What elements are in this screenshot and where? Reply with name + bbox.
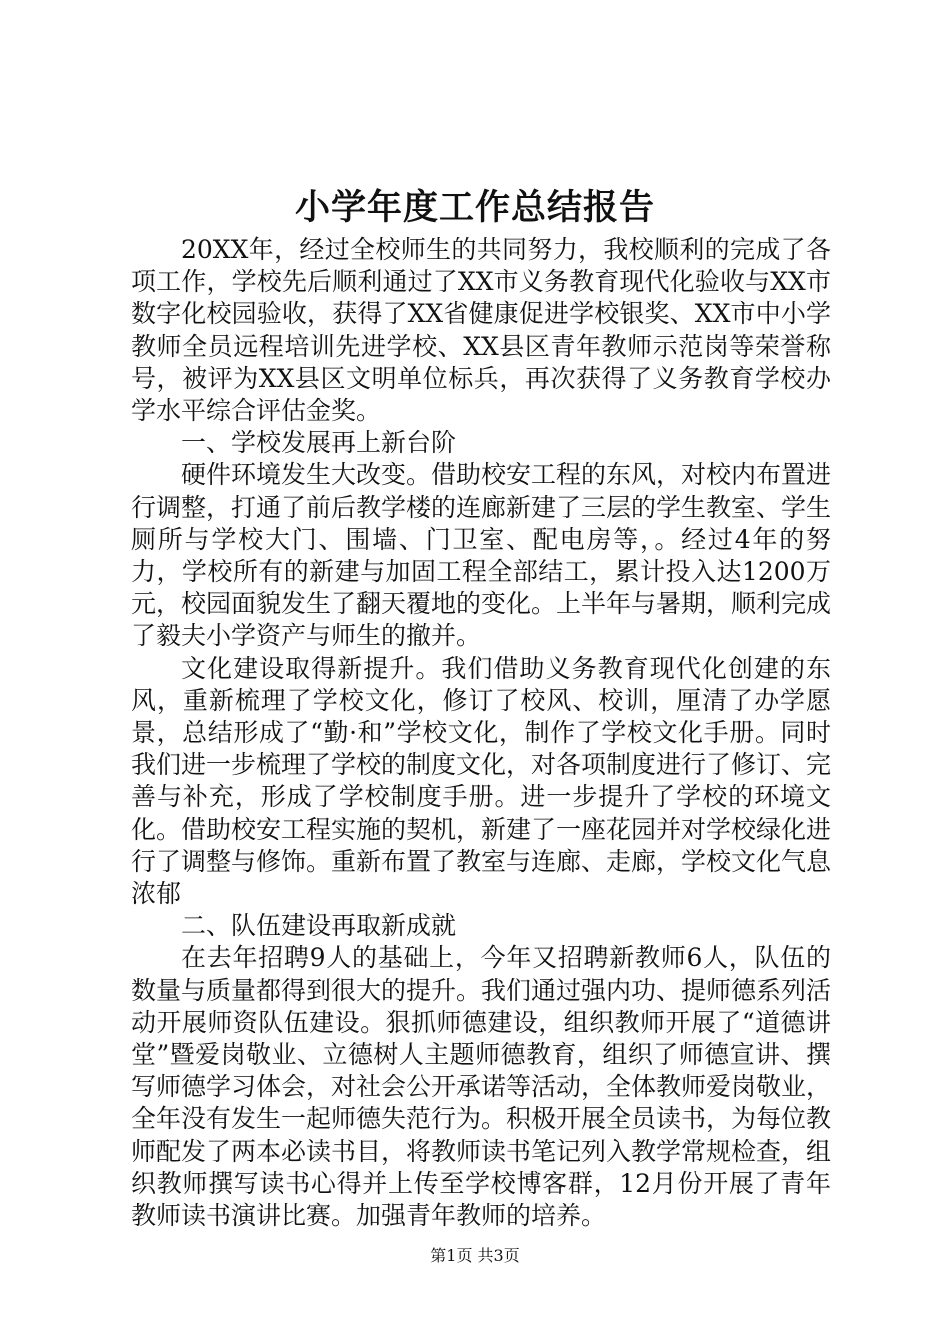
document-body (131, 234, 831, 1232)
paragraph-team: 在去年招聘9人的基础上，今年又招聘新教师6人，队伍的数量与质量都得到很大的提升。我们通过强内功、提师德系列活动开展师资队伍建设。狠抓师德建设，组织教师开展了“道德讲堂”暨爱岗敬业、立德树人主题师德教育，组织了师德宣讲、撰写师德学习体会，对社会公开承诺等活动，全体教师爱岗敬业，全年没有发生一起师德失范行为。积极开展全员读书，为每位教师配发了两本必读书目，将教师读书笔记列入教学常规检查，组织教师撰写读书心得并上传至学校博客群，12月份开展了青年教师读书演讲比赛。加强青年教师的培养。 (131, 943, 832, 1231)
paragraph-hardware: 硬件环境发生大改变。借助校安工程的东风，对校内布置进行调整，打通了前后教学楼的连廊新建了三层的学生教室、学生厕所与学校大门、围墙、门卫室、配电房等，。经过4年的努力，学校所有的新建与加固工程全部结工，累计投入达1200万元，校园面貌发生了翻天覆地的变化。上半年与暑期，顺利完成了毅夫小学资产与师生的撤并。 (131, 460, 832, 651)
document-title: 小学年度工作总结报告 (294, 187, 655, 228)
paragraph-culture: 文化建设取得新提升。我们借助义务教育现代化创建的东风，重新梳理了学校文化，修订了校风、校训，厘清了办学愿景，总结形成了“勤·和”学校文化，制作了学校文化手册。同时我们进一步梳理了学校的制度文化，对各项制度进行了修订、完善与补充，形成了学校制度手册。进一步提升了学校的环境文化。借助校安工程实施的契机，新建了一座花园并对学校绿化进行了调整与修饰。重新布置了教室与连廊、走廊，学校文化气息浓郁 (131, 653, 832, 909)
page-footer: 第1页 共3页 (430, 1246, 520, 1265)
section-heading-1: 一、学校发展再上新台阶 (181, 428, 457, 458)
paragraph-intro: 20XX年，经过全校师生的共同努力，我校顺利的完成了各项工作，学校先后顺利通过了XX市义务教育现代化验收与XX市数字化校园验收，获得了XX省健康促进学校银奖、XX市中小学教师全员远程培训先进学校、XX县区青年教师示范岗等荣誉称号，被评为XX县区文明单位标兵，再次获得了义务教育学校办学水平综合评估金奖。 (131, 235, 831, 426)
section-heading-2: 二、队伍建设再取新成就 (181, 911, 457, 941)
